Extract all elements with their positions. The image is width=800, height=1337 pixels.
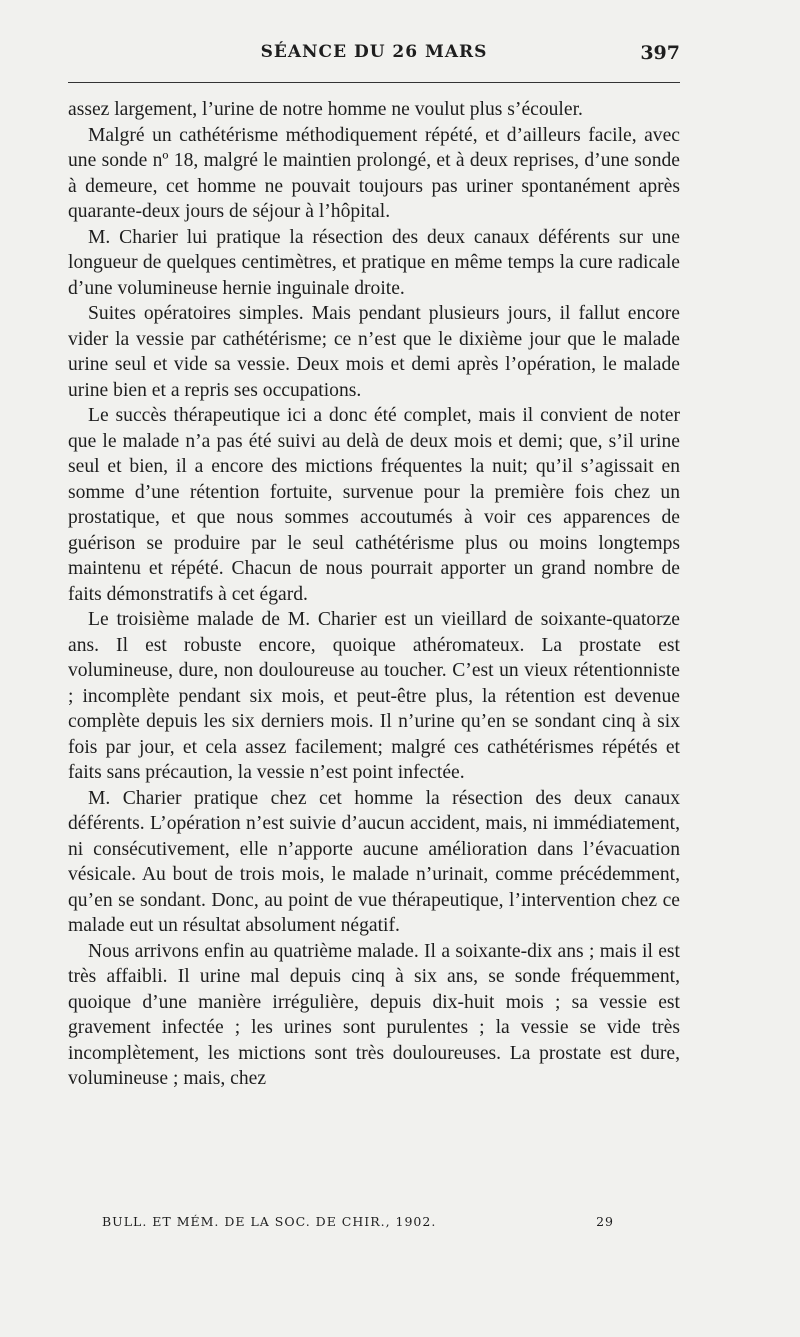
paragraph: Suites opératoires simples. Mais pendant plusieurs jours, il fallut encore vider la vessie par cathétérisme; ce n’est que le dixième jour que le malade urine seul et vide sa vessie. Deux mois et demi après l’opération, le malade urine bien et a repris ses occupations. [68, 303, 680, 401]
paragraph: Le succès thérapeutique ici a donc été complet, mais il convient de noter que le malade n’a pas été suivi au delà de deux mois et demi; que, s’il urine seul et bien, il a encore des mictions fréquentes la nuit; qu’il s’agissait en somme d’une rétention fortuite, survenue pour la première fois chez un prostatique, et que nous sommes accoutumés à voir ces apparences de guérison se produire par le seul cathétérisme plus ou moins longtemps maintenu et répété. Chacun de nous pourrait apporter un grand nombre de faits démonstratifs à cet égard. [68, 405, 680, 605]
paragraph: Le troisième malade de M. Charier est un vieillard de soixante-quatorze ans. Il est robuste encore, quoique athéromateux. La prostate est volumineuse, dure, non douloureuse au toucher. C’est un vieux rétentionniste ; incomplète pendant six mois, et peut-être plus, la rétention est devenue complète depuis les six derniers mois. Il n’urine qu’en se sondant cinq à six fois par jour, et cela assez facilement; malgré ces cathétérismes répétés et faits sans précaution, la vessie n’est point infectée. [68, 609, 680, 783]
paragraph: Malgré un cathétérisme méthodiquement répété, et d’ailleurs facile, avec une sonde nº 18, malgré le maintien prolongé, et à deux reprises, d’une sonde à demeure, cet homme ne pouvait toujours pas uriner spontanément après quarante-deux jours de séjour à l’hôpital. [68, 124, 680, 222]
page-number: 397 [640, 42, 680, 64]
body-text [68, 97, 680, 1092]
header-rule [68, 82, 680, 83]
paragraph: Nous arrivons enfin au quatrième malade. Il a soixante-dix ans ; mais il est très affaibli. Il urine mal depuis cinq à six ans, se sonde fréquemment, quoique d’une manière irrégulière, depuis dix-huit mois ; sa vessie est gravement infectée ; les urines sont purulentes ; la vessie se vide très incomplètement, les mictions sont très douloureuses. La prostate est dure, volumineuse ; mais, chez [68, 940, 680, 1089]
header-title: SÉANCE DU 26 MARS [260, 42, 488, 62]
paragraph: assez largement, l’urine de notre homme ne voulut plus s’écouler. [68, 99, 583, 120]
journal-reference: BULL. ET MÉM. DE LA SOC. DE CHIR., 1902. [102, 1214, 437, 1229]
page-footer [68, 1214, 680, 1236]
paragraph: M. Charier lui pratique la résection des deux canaux déférents sur une longueur de quelques centimètres, et pratique en même temps la cure radicale d’une volumineuse hernie inguinale droite. [68, 226, 680, 299]
signature-mark: 29 [596, 1214, 614, 1229]
running-header [68, 42, 680, 72]
paragraph: M. Charier pratique chez cet homme la résection des deux canaux déférents. L’opération n’est suivie d’aucun accident, mais, ni immédiatement, ni consécutivement, elle n’apporte aucune amélioration dans l’évacuation vésicale. Au bout de trois mois, le malade n’urinait, comme précédemment, qu’en se sondant. Donc, au point de vue thérapeutique, l’intervention chez ce malade eut un résultat absolument négatif. [68, 787, 680, 936]
